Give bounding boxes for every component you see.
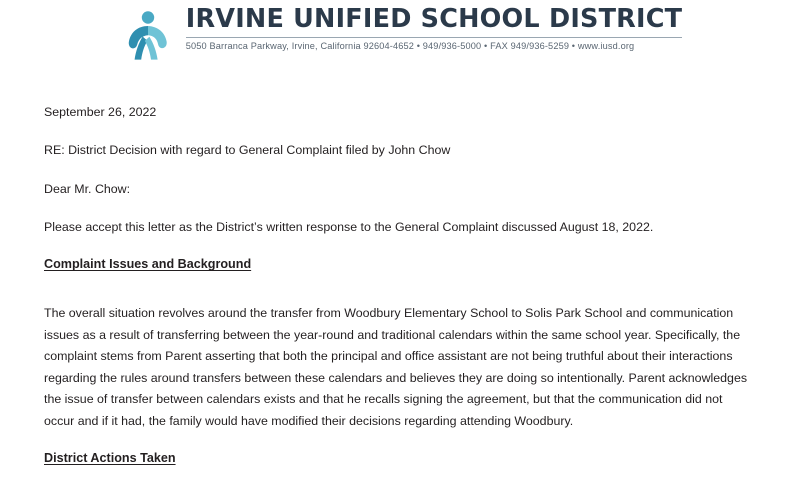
letterhead: [0, 0, 800, 72]
iusd-person-logo-icon: [118, 8, 172, 62]
letterhead-divider: [186, 37, 682, 38]
section-1-body-block: [44, 303, 748, 432]
section-2-heading-block: [44, 449, 748, 481]
section-body-complaint-issues: The overall situation revolves around the transfer from Woodbury Elementary School to Solis Park School and communication issues as a result of transferring between the year-round and traditional calendars within the same school year. Specifically, the complaint stems from Parent asserting that both the principal and office assistant are not being truthful about their interactions regarding the rules around transfers between these calendars and believes they are doing so intentionally. Parent acknowledges the issue of transfer between calendars exists and that he recalls signing the agreement, but that the communication did not occur and if it had, the family would have modified their decisions regarding attending Woodbury.: [44, 306, 748, 428]
section-1-heading-block: [44, 255, 748, 287]
letter-date: September 26, 2022: [44, 105, 157, 119]
letter-salutation: Dear Mr. Chow:: [44, 181, 131, 196]
section-heading-complaint-issues: Complaint Issues and Background: [44, 257, 252, 272]
section-heading-district-actions: District Actions Taken: [44, 451, 176, 466]
district-address: 5050 Barranca Parkway, Irvine, California 92604-4652 • 949/936-5000 • FAX 949/936-5259 • www.iusd.org: [185, 40, 635, 51]
letter-body: [0, 72, 800, 481]
district-name: IRVINE UNIFIED SCHOOL DISTRICT: [185, 4, 683, 34]
letter-subject: RE: District Decision with regard to General Complaint filed by John Chow: [44, 143, 451, 158]
letter-intro: Please accept this letter as the District’s written response to the General Complaint discussed August 18, 2022.: [44, 219, 654, 234]
